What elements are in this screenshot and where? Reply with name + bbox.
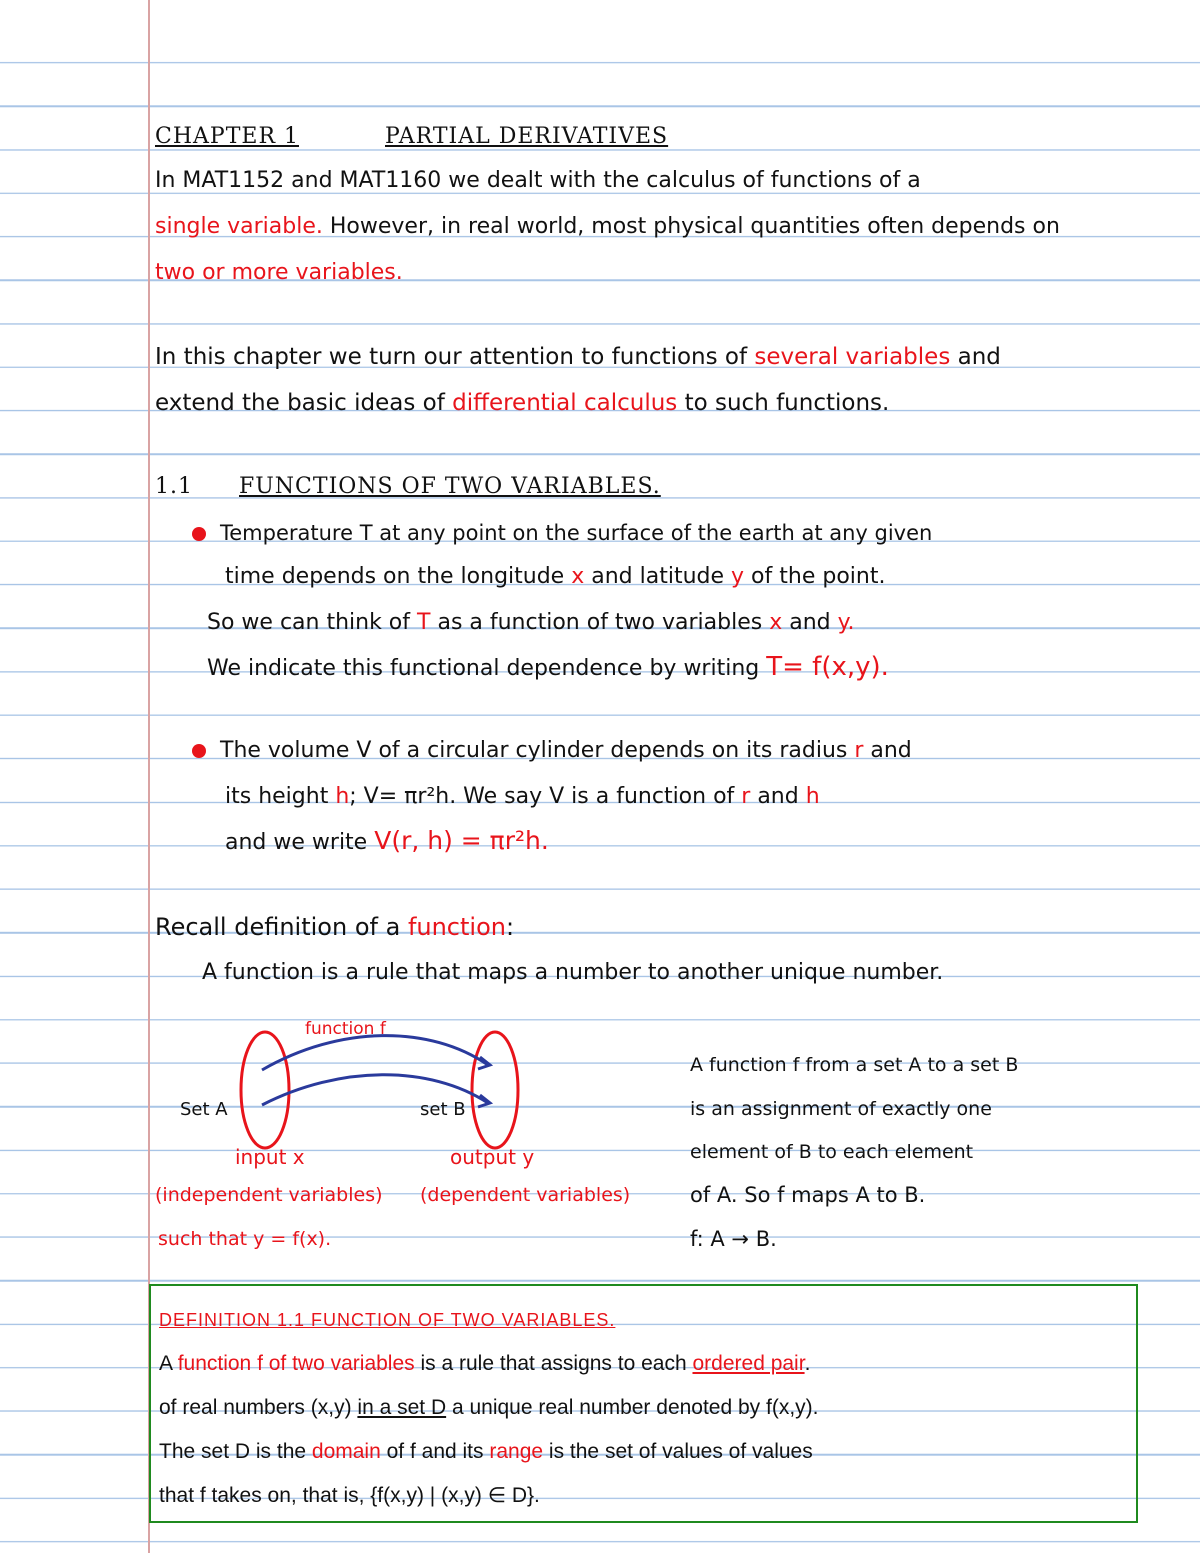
b1-x2: x: [769, 610, 783, 635]
para2-text-a: In this chapter we turn our attention to functions of: [155, 344, 755, 370]
several-variables-text: several variables: [754, 344, 951, 370]
chapter-heading: [155, 122, 668, 152]
def-text-g: of f and its: [380, 1440, 490, 1463]
bullet1-line-4: [207, 652, 889, 684]
bullet1-line-1: [192, 518, 932, 548]
b2-text-c: its height: [225, 784, 336, 809]
definition-title: DEFINITION 1.1 FUNCTION OF TWO VARIABLES.: [159, 1310, 616, 1330]
def-text-b: is a rule that assigns to each: [414, 1352, 693, 1375]
function-f-label: function f: [305, 1019, 386, 1039]
bullet2-line-1: [192, 736, 912, 766]
single-variable-text: single variable.: [155, 214, 323, 239]
b1-text-d: So we can think of: [207, 610, 418, 635]
b1-y2: y.: [837, 610, 855, 635]
b2-text-a: The volume V of a circular cylinder depends on its radius: [220, 738, 855, 763]
set-b-ellipse: [472, 1032, 518, 1148]
input-label: input x: [235, 1145, 305, 1169]
recall-line-2: A function is a rule that maps a number to another unique number.: [202, 960, 944, 985]
para2-text-b: and: [950, 344, 1001, 370]
b1-equation: T= f(x,y).: [766, 652, 889, 682]
b2-h2: h: [805, 784, 820, 809]
recall-colon: :: [505, 913, 515, 941]
bullet1-line-2: [225, 562, 885, 592]
b2-h: h: [335, 784, 350, 809]
chapter-label: CHAPTER 1: [155, 124, 299, 149]
intro-line-1: In MAT1152 and MAT1160 we dealt with the calculus of functions of a: [155, 168, 921, 193]
intro-line-2-rest: However, in real world, most physical quantities often depends on: [322, 214, 1060, 239]
def-text-e: a unique real number denoted by f(x,y).: [446, 1396, 819, 1419]
b1-text-e: as a function of two variables: [430, 610, 770, 635]
recall-line-1: [155, 912, 514, 942]
set-b-label: set B: [420, 1099, 466, 1120]
function-word: function: [407, 913, 506, 941]
side-def-line-3: element of B to each element: [690, 1141, 974, 1163]
bullet2-line-3: [225, 826, 549, 858]
def-text-f: The set D is the: [159, 1440, 312, 1463]
differential-calculus-text: differential calculus: [452, 390, 678, 416]
def-range: range: [489, 1440, 544, 1463]
independent-label: (independent variables): [155, 1184, 383, 1206]
b1-text-f: and: [782, 610, 838, 635]
definition-line-3: [159, 1438, 813, 1466]
b2-text-e: and: [750, 784, 806, 809]
side-def-line-5: f: A → B.: [690, 1227, 777, 1251]
b2-r: r: [854, 738, 864, 763]
b1-y: y: [731, 564, 745, 589]
para2-text-c: extend the basic ideas of: [155, 390, 453, 416]
b2-text-f: and we write: [225, 830, 375, 855]
section-title: FUNCTIONS OF TWO VARIABLES.: [239, 474, 661, 499]
b2-text-b: and: [863, 738, 912, 763]
b2-text-d: ; V= πr²h. We say V is a function of: [349, 784, 742, 809]
chapter-title: PARTIAL DERIVATIVES: [385, 124, 669, 149]
b1-text-c: of the point.: [744, 564, 886, 589]
def-text-c: .: [804, 1352, 811, 1375]
def-text-d: of real numbers (x,y): [159, 1396, 358, 1419]
definition-box: [149, 1284, 1138, 1523]
bullet-dot-icon: [192, 744, 206, 758]
such-that-text: such that y = f(x).: [158, 1228, 332, 1250]
bullet-dot-icon: [192, 527, 206, 541]
recall-text-a: Recall definition of a: [155, 913, 408, 941]
def-text-h: is the set of values of values: [543, 1440, 813, 1463]
bullet1-text-1: Temperature T at any point on the surface of the earth at any given: [220, 521, 933, 545]
output-label: output y: [450, 1145, 535, 1169]
side-def-line-1: A function f from a set A to a set B: [690, 1054, 1019, 1076]
definition-line-1: [159, 1350, 810, 1378]
para2-text-d: to such functions.: [677, 390, 890, 416]
intro-line-3: two or more variables.: [155, 260, 403, 285]
dependent-label: (dependent variables): [420, 1184, 631, 1206]
b2-r2: r: [741, 784, 751, 809]
b1-text-g: We indicate this functional dependence by writing: [207, 656, 767, 681]
def-in-a-set-D: in a set D: [357, 1396, 447, 1419]
b2-equation: V(r, h) = πr²h.: [374, 826, 549, 855]
bullet1-line-3: [207, 608, 855, 638]
def-domain: domain: [311, 1440, 381, 1463]
section-number: 1.1: [155, 474, 193, 499]
set-a-ellipse: [241, 1032, 289, 1148]
section-heading: [155, 472, 661, 502]
def-text-a: A: [159, 1352, 178, 1375]
b1-text-a: time depends on the longitude: [225, 564, 572, 589]
bullet2-line-2: [225, 782, 820, 812]
b1-x: x: [571, 564, 585, 589]
definition-line-2: [159, 1394, 819, 1422]
definition-line-4: that f takes on, that is, {f(x,y) | (x,y) ∈ D}.: [159, 1484, 540, 1507]
set-a-label: Set A: [180, 1099, 228, 1120]
b1-T: T: [417, 610, 431, 635]
para2-line-2: [155, 388, 889, 418]
para2-line-1: [155, 342, 1001, 372]
upper-arrow: [262, 1036, 488, 1070]
intro-line-2: [155, 212, 1060, 242]
def-ordered-pair: ordered pair: [692, 1352, 805, 1375]
side-def-line-2: is an assignment of exactly one: [690, 1098, 992, 1120]
b1-text-b: and latitude: [584, 564, 732, 589]
side-def-line-4: of A. So f maps A to B.: [690, 1183, 926, 1207]
def-function-two-variables: function f of two variables: [177, 1352, 415, 1375]
